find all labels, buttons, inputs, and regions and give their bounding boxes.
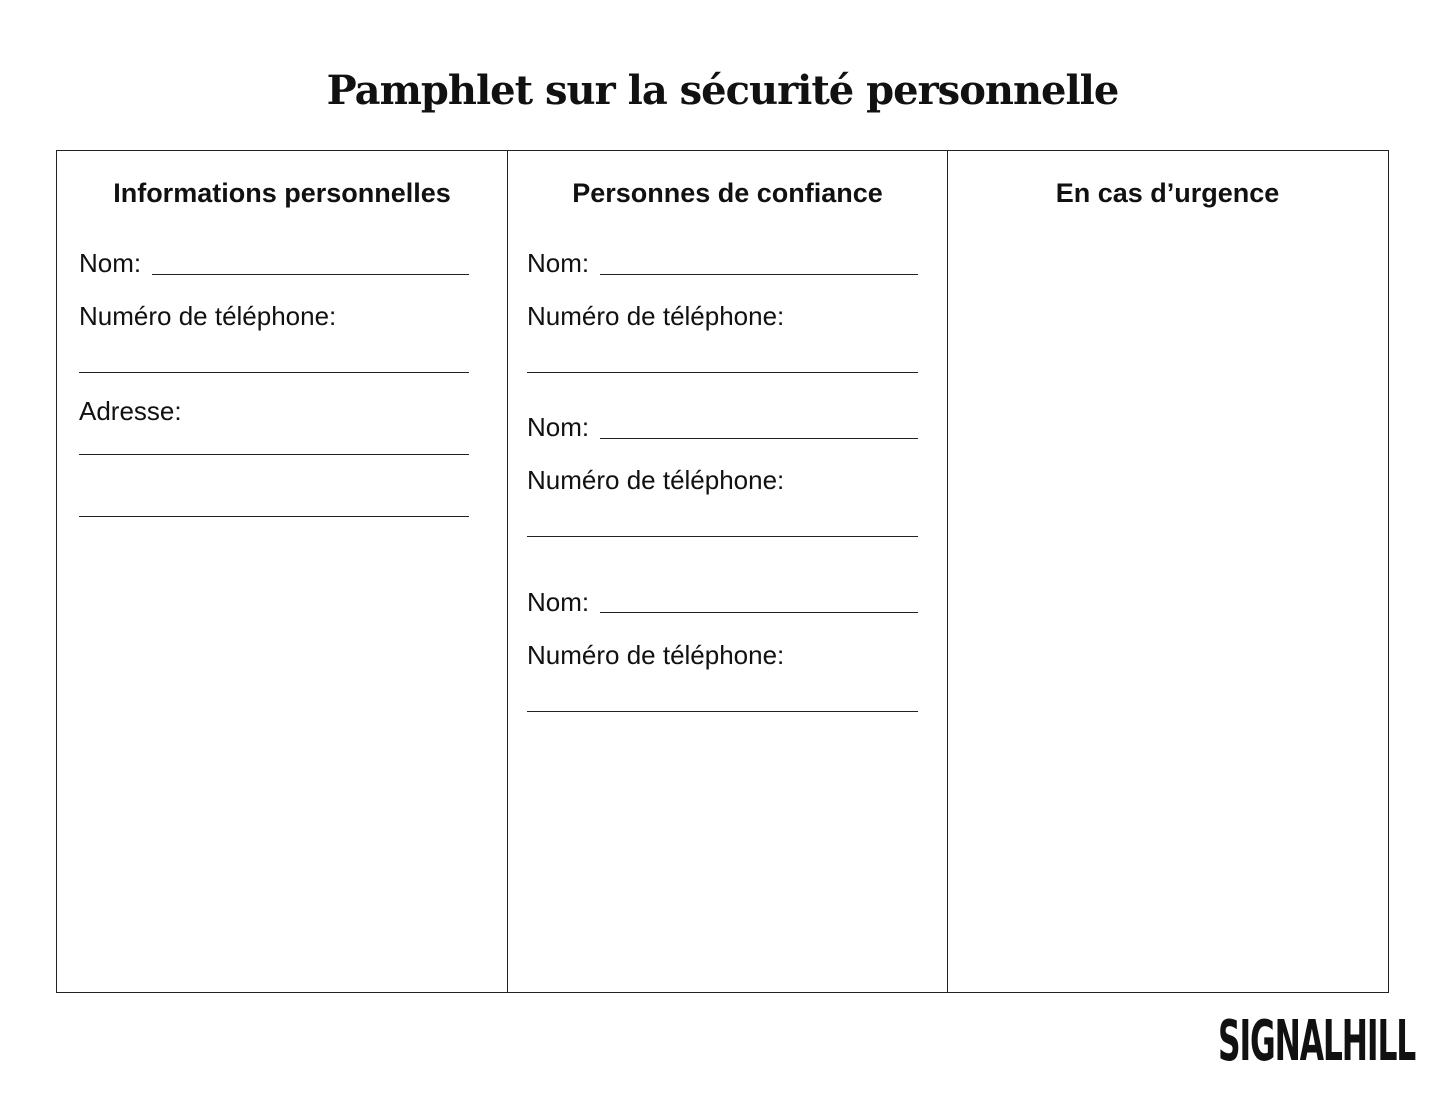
address-label: Adresse: (79, 396, 182, 426)
emergency-column (948, 151, 1387, 992)
address-field-line-2[interactable] (79, 516, 469, 517)
contact-2-phone-field[interactable] (527, 536, 918, 537)
contact-2-phone-label: Numéro de téléphone: (527, 465, 785, 495)
contact-3-phone-label: Numéro de téléphone: (527, 640, 785, 670)
contact-3-name-label: Nom: (527, 587, 590, 617)
address-field-line-1[interactable] (79, 454, 469, 455)
contact-2-name-field[interactable] (600, 438, 918, 439)
trusted-persons-column (508, 151, 948, 992)
signalhill-logo (1218, 1009, 1416, 1074)
page-title: Pamphlet sur la sécurité personnelle (326, 67, 1119, 114)
contact-2-name-label: Nom: (527, 412, 590, 442)
logo-text: SIGNALHILL (1218, 1009, 1416, 1074)
contact-1-name-field[interactable] (600, 274, 918, 275)
pamphlet-table (56, 150, 1389, 993)
name-field[interactable] (152, 274, 469, 275)
contact-3-name-field[interactable] (600, 612, 918, 613)
personal-info-heading: Informations personnelles (113, 178, 451, 208)
contact-1-phone-field[interactable] (527, 372, 918, 373)
name-label: Nom: (79, 248, 142, 278)
emergency-heading: En cas d’urgence (1055, 178, 1280, 208)
phone-label: Numéro de téléphone: (79, 301, 337, 331)
personal-info-column (57, 151, 508, 992)
trusted-persons-heading: Personnes de confiance (572, 178, 883, 208)
contact-1-phone-label: Numéro de téléphone: (527, 301, 785, 331)
phone-field[interactable] (79, 372, 469, 373)
contact-3-phone-field[interactable] (527, 711, 918, 712)
contact-1-name-label: Nom: (527, 248, 590, 278)
